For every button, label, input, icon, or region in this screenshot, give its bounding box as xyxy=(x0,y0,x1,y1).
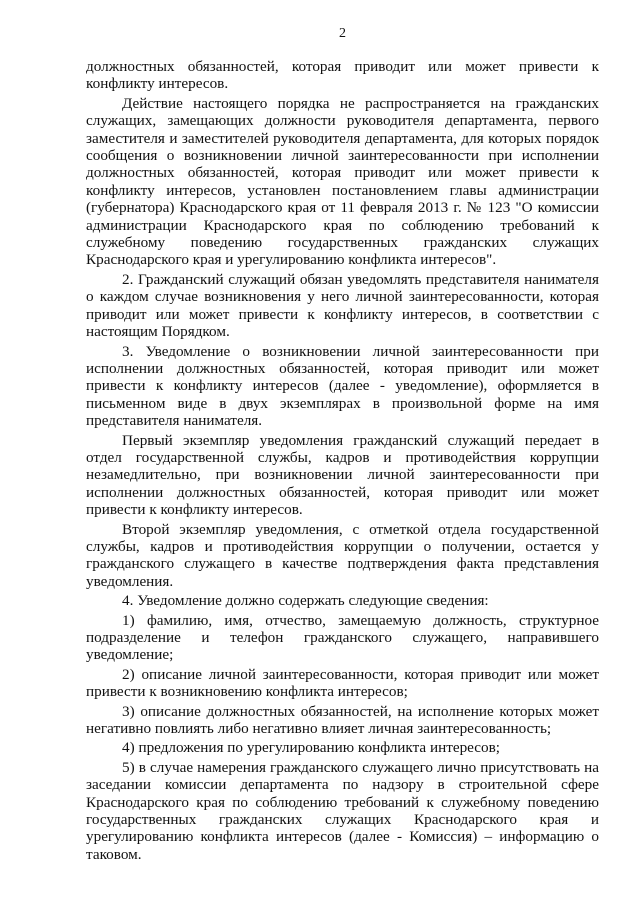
paragraph: Первый экземпляр уведомления гражданский служащий передает в отдел государственной службы, кадров и противодействия коррупции незамедлительно, при возникновении личной заинтересованности при исполнении должностных обязанностей, которая приводит или может привести к конфликту интересов. xyxy=(86,431,599,519)
paragraph: 3. Уведомление о возникновении личной заинтересованности при исполнении должностных обязанностей, которая приводит или может привести к конфликту интересов (далее - уведомление), оформляется в письменном виде в двух экземплярах в произвольной форме на имя представителя нанимателя. xyxy=(86,342,599,430)
page-number: 2 xyxy=(339,26,346,41)
list-item: 3) описание должностных обязанностей, на исполнение которых может негативно повлиять либо негативно влияет личная заинтересованность; xyxy=(86,702,599,738)
document-body xyxy=(86,58,599,863)
paragraph: должностных обязанностей, которая приводит или может привести к конфликту интересов. xyxy=(86,58,599,93)
list-item: 5) в случае намерения гражданского служащего лично присутствовать на заседании комиссии департамента по надзору в строительной сфере Краснодарского края по соблюдению требований к служебному поведению государственных гражданских служащих Краснодарского края и урегулированию конфликта интересов (далее - Комиссия) – информацию о таковом. xyxy=(86,758,599,863)
paragraph: Действие настоящего порядка не распространяется на гражданских служащих, замещающих должности руководителя департамента, первого заместителя и заместителей руководителя департамента, для которых порядок сообщения о возникновении личной заинтересованности при исполнении должностных обязанностей, которая приводит или может привести к конфликту интересов, установлен постановлением главы администрации (губернатора) Краснодарского края от 11 февраля 2013 г. № 123 "О комиссии администрации Краснодарского края по соблюдению требований к служебному поведению государственных гражданских служащих Краснодарского края и урегулированию конфликта интересов". xyxy=(86,94,599,269)
paragraph: Второй экземпляр уведомления, с отметкой отдела государственной службы, кадров и противодействия коррупции о получении, остается у гражданского служащего в качестве подтверждения факта представления уведомления. xyxy=(86,520,599,590)
list-item: 2) описание личной заинтересованности, которая приводит или может привести к возникновению конфликта интересов; xyxy=(86,665,599,701)
list-item: 4) предложения по урегулированию конфликта интересов; xyxy=(122,739,501,757)
paragraph: 2. Гражданский служащий обязан уведомлять представителя нанимателя о каждом случае возникновения у него личной заинтересованности, которая приводит или может привести к конфликту интересов, в соответствии с настоящим Порядком. xyxy=(86,270,599,341)
paragraph: 4. Уведомление должно содержать следующие сведения: xyxy=(122,592,489,610)
list-item: 1) фамилию, имя, отчество, замещаемую должность, структурное подразделение и телефон гражданского служащего, направившего уведомление; xyxy=(86,611,599,664)
